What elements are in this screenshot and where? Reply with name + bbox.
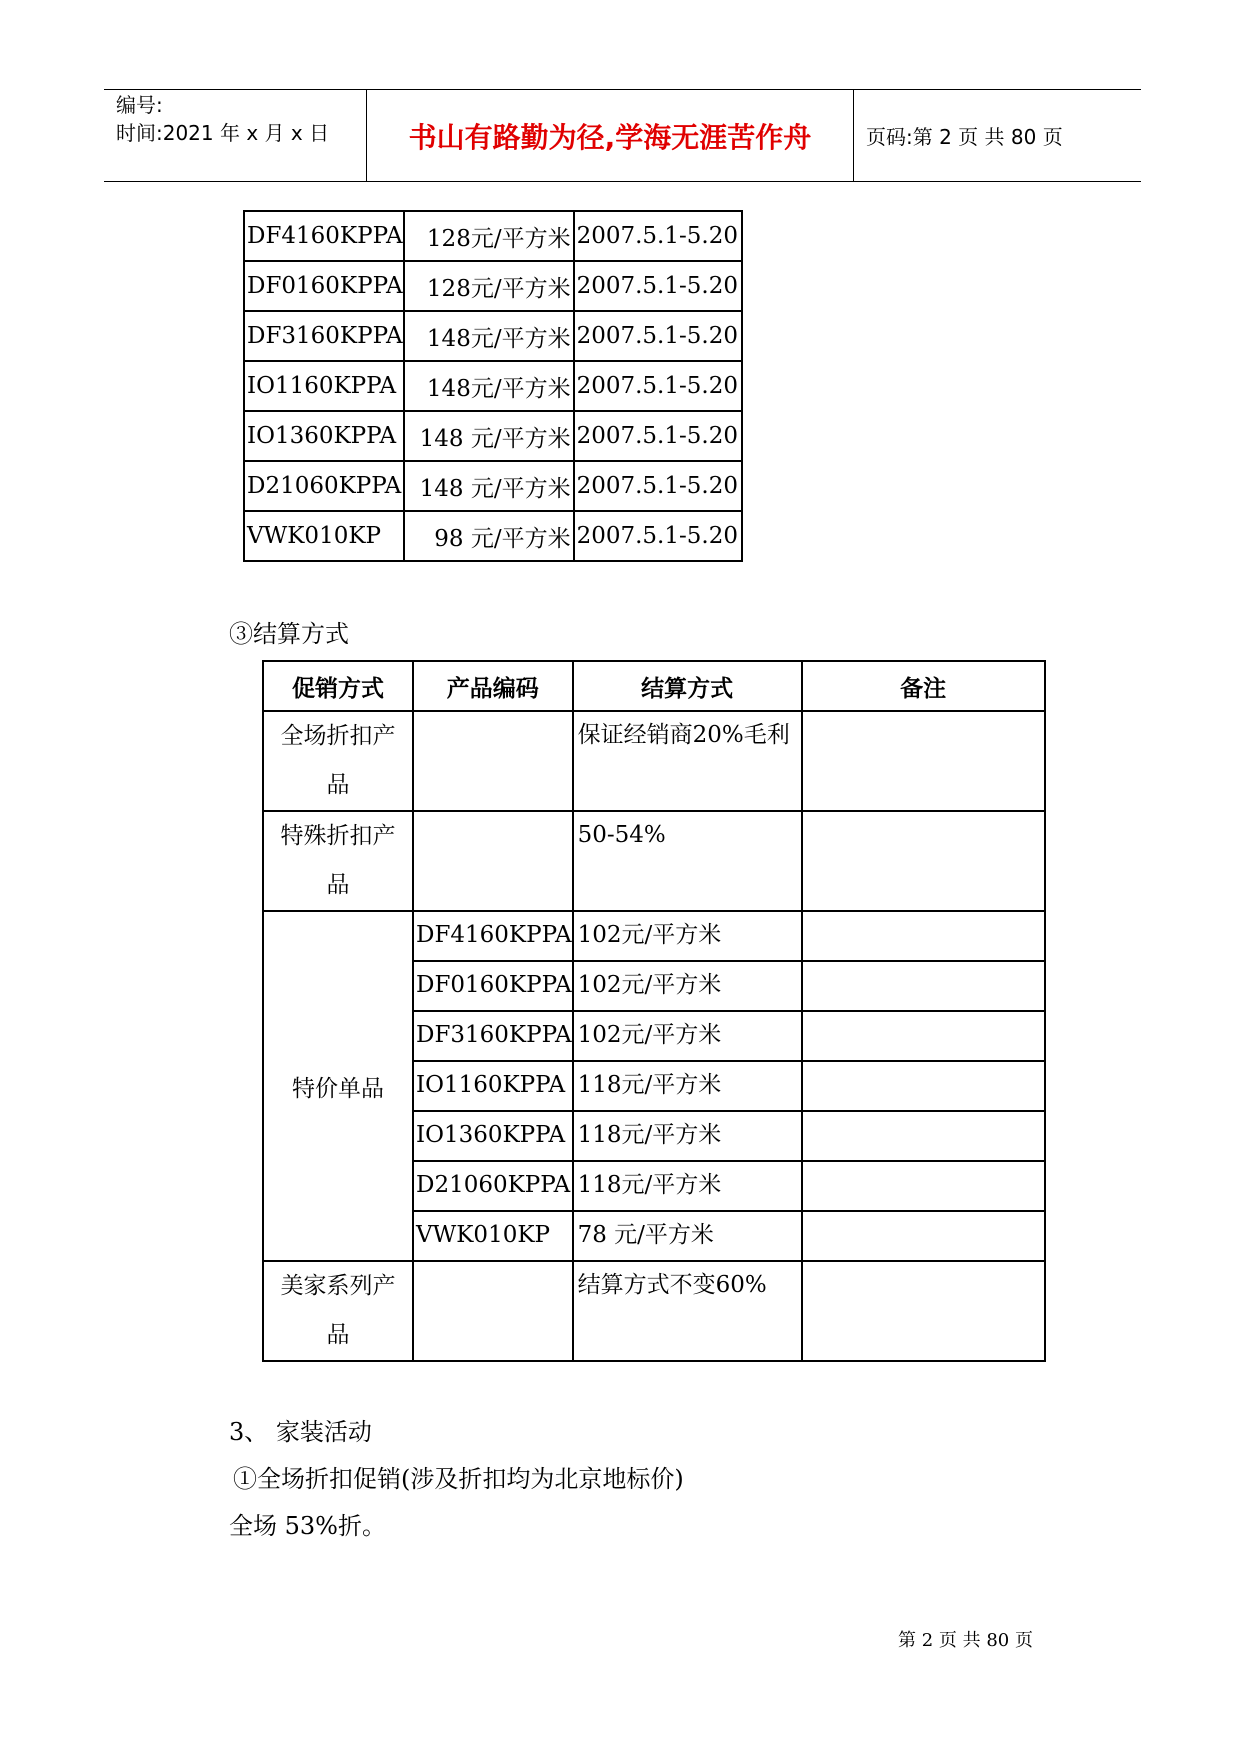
header-divider-left bbox=[366, 89, 367, 182]
product-code-cell: DF4160KPPA bbox=[244, 211, 404, 261]
settlement-cell: 结算方式不变60% bbox=[573, 1261, 802, 1361]
table-row bbox=[244, 311, 742, 361]
table-row bbox=[263, 1261, 1045, 1361]
promo-mode-cell bbox=[263, 811, 413, 911]
promo-mode-cell bbox=[263, 711, 413, 811]
product-code-cell: D21060KPPA bbox=[413, 1161, 573, 1211]
page-label: 页码:第 2 页 共 80 页 bbox=[866, 125, 1063, 149]
price-cell: 148元/平方米 bbox=[404, 311, 574, 361]
period-cell: 2007.5.1-5.20 bbox=[574, 311, 742, 361]
product-code-cell: D21060KPPA bbox=[244, 461, 404, 511]
product-code-cell: DF4160KPPA bbox=[413, 911, 573, 961]
note-cell bbox=[802, 911, 1045, 961]
product-code-cell bbox=[413, 1261, 573, 1361]
table-header-row bbox=[263, 661, 1045, 711]
serial-label: 编号: bbox=[116, 93, 163, 117]
period-cell: 2007.5.1-5.20 bbox=[574, 461, 742, 511]
product-code-cell: DF0160KPPA bbox=[244, 261, 404, 311]
product-code-cell: IO1360KPPA bbox=[413, 1111, 573, 1161]
product-code-cell bbox=[413, 711, 573, 811]
table-row bbox=[244, 211, 742, 261]
discount-line: 全场 53%折。 bbox=[229, 1512, 386, 1540]
settlement-heading: ③结算方式 bbox=[229, 620, 349, 648]
table-row bbox=[263, 711, 1045, 811]
product-code-cell bbox=[413, 811, 573, 911]
settlement-cell: 118元/平方米 bbox=[573, 1111, 802, 1161]
product-code-cell: IO1160KPPA bbox=[413, 1061, 573, 1111]
note-cell bbox=[802, 1211, 1045, 1261]
promo-mode-cell: 特价单品 bbox=[263, 911, 413, 1261]
product-code-cell: VWK010KP bbox=[244, 511, 404, 561]
price-cell: 148 元/平方米 bbox=[404, 411, 574, 461]
period-cell: 2007.5.1-5.20 bbox=[574, 361, 742, 411]
column-header-code: 产品编码 bbox=[413, 661, 573, 711]
settlement-cell: 118元/平方米 bbox=[573, 1061, 802, 1111]
promo-mode-text: 美家系列产品 bbox=[280, 1273, 396, 1348]
note-cell bbox=[802, 1061, 1045, 1111]
price-cell: 148 元/平方米 bbox=[404, 461, 574, 511]
price-cell: 98 元/平方米 bbox=[404, 511, 574, 561]
settlement-cell: 保证经销商20%毛利 bbox=[573, 711, 802, 811]
price-cell: 148元/平方米 bbox=[404, 361, 574, 411]
note-cell bbox=[802, 1161, 1045, 1211]
settlement-cell: 102元/平方米 bbox=[573, 1011, 802, 1061]
column-header-settlement: 结算方式 bbox=[573, 661, 802, 711]
price-cell: 128元/平方米 bbox=[404, 261, 574, 311]
promo-mode-text: 特殊折扣产品 bbox=[280, 823, 396, 898]
section-heading-home-decor: 3、 家装活动 bbox=[229, 1418, 372, 1446]
note-cell bbox=[802, 1261, 1045, 1361]
promo-mode-text: 全场折扣产品 bbox=[280, 723, 396, 798]
header-divider-right bbox=[853, 89, 854, 182]
header-motto: 书山有路勤为径,学海无涯苦作舟 bbox=[408, 121, 812, 154]
table-row bbox=[244, 261, 742, 311]
table-row bbox=[244, 411, 742, 461]
column-header-mode: 促销方式 bbox=[263, 661, 413, 711]
period-cell: 2007.5.1-5.20 bbox=[574, 411, 742, 461]
note-cell bbox=[802, 1111, 1045, 1161]
settlement-cell: 50-54% bbox=[573, 811, 802, 911]
settlement-table bbox=[262, 660, 1046, 1362]
table-row bbox=[263, 811, 1045, 911]
settlement-cell: 102元/平方米 bbox=[573, 911, 802, 961]
product-code-cell: DF3160KPPA bbox=[413, 1011, 573, 1061]
table-row bbox=[244, 361, 742, 411]
period-cell: 2007.5.1-5.20 bbox=[574, 511, 742, 561]
price-table bbox=[243, 210, 743, 562]
note-cell bbox=[802, 711, 1045, 811]
settlement-cell: 118元/平方米 bbox=[573, 1161, 802, 1211]
product-code-cell: IO1360KPPA bbox=[244, 411, 404, 461]
product-code-cell: IO1160KPPA bbox=[244, 361, 404, 411]
table-row bbox=[244, 511, 742, 561]
price-cell: 128元/平方米 bbox=[404, 211, 574, 261]
subsection-heading-discount: ①全场折扣促销(涉及折扣均为北京地标价) bbox=[233, 1465, 684, 1493]
product-code-cell: VWK010KP bbox=[413, 1211, 573, 1261]
table-row bbox=[244, 461, 742, 511]
table-row bbox=[263, 911, 1045, 961]
page-footer: 第 2 页 共 80 页 bbox=[898, 1630, 1033, 1651]
column-header-note: 备注 bbox=[802, 661, 1045, 711]
product-code-cell: DF3160KPPA bbox=[244, 311, 404, 361]
time-label: 时间:2021 年 x 月 x 日 bbox=[116, 121, 330, 145]
note-cell bbox=[802, 811, 1045, 911]
settlement-cell: 102元/平方米 bbox=[573, 961, 802, 1011]
period-cell: 2007.5.1-5.20 bbox=[574, 261, 742, 311]
period-cell: 2007.5.1-5.20 bbox=[574, 211, 742, 261]
note-cell bbox=[802, 1011, 1045, 1061]
product-code-cell: DF0160KPPA bbox=[413, 961, 573, 1011]
settlement-cell: 78 元/平方米 bbox=[573, 1211, 802, 1261]
note-cell bbox=[802, 961, 1045, 1011]
promo-mode-cell bbox=[263, 1261, 413, 1361]
